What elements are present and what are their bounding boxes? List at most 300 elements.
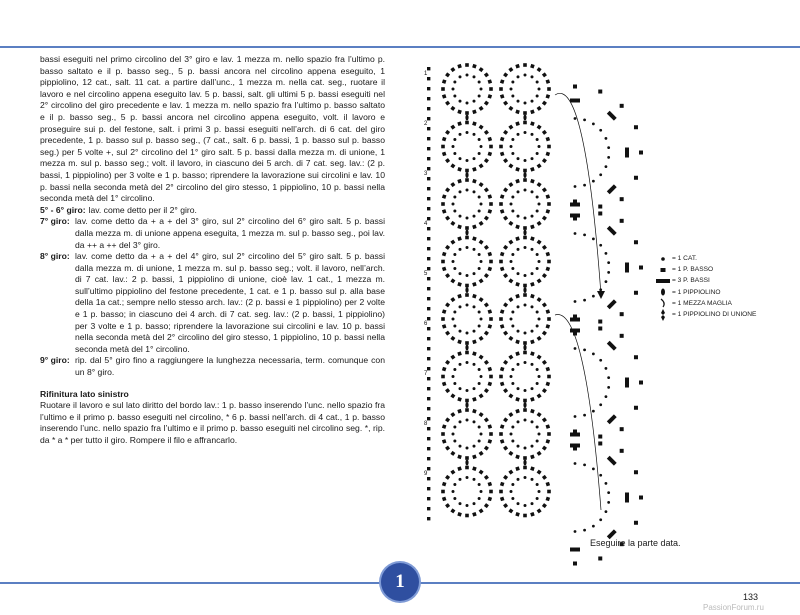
stitch-square: [508, 106, 513, 111]
round-number: 2: [424, 121, 428, 127]
stitch-square: [442, 382, 447, 387]
stitch-square: [457, 294, 462, 299]
stitch-square: [484, 475, 489, 480]
stitch-square: [472, 294, 477, 299]
festoon-block: [607, 226, 617, 236]
stitch-square: [530, 179, 535, 184]
stitch-square: [441, 87, 445, 91]
edge-square: [427, 97, 430, 100]
stitch-square: [450, 451, 455, 456]
picot-mark: [465, 345, 468, 351]
stitch-dot: [524, 102, 527, 105]
stitch-square: [445, 417, 450, 422]
stitch-dot: [511, 426, 514, 429]
edge-square: [427, 217, 430, 220]
festoon-square: [620, 449, 624, 453]
festoon-square: [573, 562, 577, 566]
stitch-square: [515, 466, 520, 471]
stitch-square: [442, 367, 447, 372]
stitch-dot: [517, 190, 520, 193]
stitch-square: [442, 79, 447, 84]
legend-row-join: [656, 309, 756, 320]
stitch-square: [503, 130, 508, 135]
round-label: 5° - 6° giro:: [40, 204, 86, 215]
round-number: 5: [424, 271, 428, 277]
stitch-square: [479, 125, 484, 130]
round-label: 9° giro:: [40, 355, 70, 366]
stitch-square: [542, 130, 547, 135]
festoon-chain: [607, 386, 610, 389]
stitch-square: [465, 408, 469, 412]
stitch-dot: [453, 382, 456, 385]
stitch-dot: [510, 145, 513, 148]
stitch-square: [500, 309, 505, 314]
stitch-square: [445, 101, 450, 106]
festoon-block: [607, 111, 617, 121]
stitch-square: [450, 297, 455, 302]
stitch-dot: [531, 445, 534, 448]
stitch-dot: [480, 433, 483, 436]
stitch-square: [488, 497, 493, 502]
edge-square: [427, 247, 430, 250]
stitch-square: [503, 273, 508, 278]
festoon-square: [634, 470, 638, 474]
stitch-square: [523, 466, 527, 470]
edge-square: [427, 317, 430, 320]
stitch-square: [488, 252, 493, 257]
stitch-square: [489, 145, 493, 149]
stitch-square: [488, 309, 493, 314]
stitch-square: [537, 412, 542, 417]
picot-mark: [465, 115, 468, 121]
stitch-dot: [478, 138, 481, 141]
stitch-square: [542, 360, 547, 365]
round-8: [40, 251, 385, 355]
stitch-square: [500, 94, 505, 99]
stitch-square: [450, 470, 455, 475]
stitch-dot: [511, 440, 514, 443]
stitch-dot: [480, 375, 483, 378]
festoon-block: [607, 341, 617, 351]
stitch-dot: [459, 363, 462, 366]
stitch-dot: [466, 389, 469, 392]
stitch-square: [441, 490, 445, 494]
festoon-chain: [574, 530, 577, 533]
stitch-square: [445, 302, 450, 307]
stitch-square: [488, 482, 493, 487]
stitch-square: [542, 388, 547, 393]
festoon-chain: [599, 359, 602, 362]
stitch-square: [488, 94, 493, 99]
stitch-square: [441, 317, 445, 321]
diagram-caption: Eseguire la parte data.: [590, 538, 681, 548]
stitch-square: [445, 245, 450, 250]
stitch-dot: [524, 131, 527, 134]
stitch-dot: [536, 368, 539, 371]
festoon-block: [570, 99, 580, 103]
stitch-square: [515, 409, 520, 414]
stitch-square: [450, 278, 455, 283]
stitch-square: [457, 340, 462, 345]
stitch-dot: [453, 483, 456, 486]
stitch-dot: [524, 246, 527, 249]
stitch-square: [450, 412, 455, 417]
festoon-square: [598, 205, 602, 209]
stitch-square: [547, 202, 551, 206]
festoon-chain: [599, 474, 602, 477]
stitch-square: [484, 101, 489, 106]
picot-mark: [523, 115, 526, 121]
stitch-dot: [538, 88, 541, 91]
edge-square: [427, 87, 430, 90]
stitch-dot: [466, 274, 469, 277]
stitch-square: [472, 512, 477, 517]
stitch-dot: [531, 133, 534, 136]
stitch-square: [484, 158, 489, 163]
stitch-square: [508, 508, 513, 513]
stitch-dot: [466, 159, 469, 162]
stitch-square: [530, 466, 535, 471]
stitch-dot: [517, 248, 520, 251]
festoon-chain: [583, 184, 586, 187]
stitch-dot: [466, 361, 469, 364]
stitch-dot: [511, 95, 514, 98]
edge-square: [427, 177, 430, 180]
stitch-square: [489, 490, 493, 494]
stitch-dot: [524, 304, 527, 307]
stitch-dot: [510, 203, 513, 206]
stitch-square: [547, 317, 551, 321]
stitch-dot: [478, 382, 481, 385]
stitch-dot: [473, 100, 476, 103]
stitch-dot: [538, 490, 541, 493]
round-number: 1: [424, 71, 428, 77]
stitch-square: [484, 417, 489, 422]
stitch-square: [547, 490, 551, 494]
stitch-square: [499, 375, 503, 379]
stitch-square: [457, 282, 462, 287]
edge-square: [427, 67, 430, 70]
stitch-square: [472, 64, 477, 69]
stitch-square: [515, 512, 520, 517]
stitch-square: [503, 503, 508, 508]
festoon-chain: [583, 299, 586, 302]
festoon-square: [620, 312, 624, 316]
round-label: 8° giro:: [40, 251, 70, 262]
stitch-dot: [531, 100, 534, 103]
stitch-square: [500, 482, 505, 487]
stitch-dot: [453, 81, 456, 84]
stitch-square: [508, 297, 513, 302]
stitch-dot: [466, 304, 469, 307]
round-number: 3: [424, 171, 428, 177]
stitch-square: [489, 375, 493, 379]
festoon-square: [598, 320, 602, 324]
festoon-chain: [607, 261, 610, 264]
round-number: 6: [424, 321, 428, 327]
festoon-chain: [583, 348, 586, 351]
festoon-block: [625, 148, 629, 158]
stitch-square: [537, 355, 542, 360]
stitch-square: [472, 397, 477, 402]
stitch-dot: [473, 248, 476, 251]
stitch-square: [537, 336, 542, 341]
stitch-square: [523, 514, 527, 518]
stitch-square: [500, 209, 505, 214]
stitch-dot: [473, 157, 476, 160]
stitch-square: [530, 225, 535, 230]
stitch-square: [445, 503, 450, 508]
stitch-square: [442, 267, 447, 272]
festoon-square: [634, 355, 638, 359]
edge-square: [427, 187, 430, 190]
stitch-square: [479, 470, 484, 475]
stitch-square: [488, 137, 493, 142]
stitch-dot: [478, 368, 481, 371]
stitch-dot: [524, 361, 527, 364]
stitch-square: [546, 482, 551, 487]
stitch-square: [515, 282, 520, 287]
stitch-dot: [524, 447, 527, 450]
stitch-dot: [511, 368, 514, 371]
stitch-square: [515, 294, 520, 299]
stitch-dot: [466, 419, 469, 422]
stitch-square: [445, 187, 450, 192]
stitch-square: [546, 367, 551, 372]
stitch-square: [484, 388, 489, 393]
stitch-square: [542, 302, 547, 307]
festoon-square: [573, 315, 577, 319]
stitch-square: [530, 351, 535, 356]
header-rule: [0, 46, 800, 48]
stitch-dot: [478, 483, 481, 486]
stitch-square: [479, 278, 484, 283]
intro-paragraph: bassi eseguiti nel primo circolino del 3° giro e lav. 1 mezza m. nello spazio fra l’ultimo p. basso saltato e il p. basso seg., 5 p. bassi ancora nel circolino appena eseguito, 1 pippiolino, 12 cat., salt. 11 cat. a partire dall’unc., 1 mezza m. nella cat. seg., ruotare il lavoro e nel circolino appena eseguito lav. 5 p. bassi, salt. gli ultimi 5 p. bassi eseguiti nel 2° circolino del giro precedente e lav. 1 mezza m. nello spazio fra l’ultimo p. basso saltato e il p. basso seg., 5 p. bassi ancora nel circolino appena eseguito, volt. il lavoro e proseguire sui p. del festone, salt. i primi 3 p. bassi eseguiti nell’arch. di 6 cat. del giro precedente, 1 p. basso sul p. basso seg., (7 cat., salt. 6 p. bassi, 1 p. basso sul p. basso seg.) per 5 volte +, sul 2° circolino del 1° giro salt. 5 p. bassi dalla mezza m. di unione, 1 mezza m. sul p. basso seg.; volt. il lavoro, in ciascuno dei 5 arch. di 7 cat. seg. lav.: (2 p. bassi, 1 pippiolino) per 3 volte e 1 p. basso; riprendere la lavorazione sui circolini e lav. 10 p. bassi nella seconda metà del 2° circolino del giro stesso, 1 pippiolino, 10 p. bassi nella seconda metà del 1° circolino.: [40, 54, 385, 204]
stitch-square: [479, 336, 484, 341]
edge-square: [427, 287, 430, 290]
stitch-dot: [511, 196, 514, 199]
stitch-square: [523, 178, 527, 182]
stitch-dot: [466, 504, 469, 507]
edge-square: [427, 197, 430, 200]
stitch-square: [500, 267, 505, 272]
stitch-dot: [453, 95, 456, 98]
stitch-square: [542, 216, 547, 221]
edge-square: [427, 107, 430, 110]
stitch-square: [479, 163, 484, 168]
stitch-dot: [459, 133, 462, 136]
stitch-square: [523, 293, 527, 297]
stitch-dot: [531, 502, 534, 505]
stitch-square: [547, 260, 551, 264]
stitch-square: [503, 360, 508, 365]
stitch-square: [542, 72, 547, 77]
stitch-square: [503, 101, 508, 106]
stitch-square: [457, 64, 462, 69]
stitch-dot: [517, 305, 520, 308]
stitch-square: [489, 260, 493, 264]
stitch-square: [508, 451, 513, 456]
round-7: [40, 216, 385, 251]
stitch-square: [499, 260, 503, 264]
festoon-block: [607, 299, 617, 309]
stitch-square: [441, 145, 445, 149]
stitch-square: [472, 167, 477, 172]
edge-square: [427, 127, 430, 130]
edge-square: [427, 407, 430, 410]
stitch-square: [488, 152, 493, 157]
stitch-dot: [453, 210, 456, 213]
stitch-dot: [536, 325, 539, 328]
stitch-square: [479, 412, 484, 417]
stitch-dot: [511, 253, 514, 256]
stitch-square: [479, 508, 484, 513]
stitch-dot: [511, 483, 514, 486]
festoon-block: [625, 263, 629, 273]
edge-square: [427, 327, 430, 330]
stitch-dot: [478, 210, 481, 213]
stitch-square: [508, 67, 513, 72]
stitch-dot: [517, 272, 520, 275]
festoon-block: [625, 493, 629, 503]
picot-mark: [465, 287, 468, 293]
stitch-dot: [459, 272, 462, 275]
stitch-square: [537, 182, 542, 187]
stitch-square: [537, 393, 542, 398]
festoon-square: [620, 334, 624, 338]
festoon-square: [634, 406, 638, 410]
festoon-chain: [583, 463, 586, 466]
stitch-dot: [452, 375, 455, 378]
festoon-square: [598, 90, 602, 94]
round-text: rip. dal 5° giro fino a raggiungere la lunghezza necessaria, term. comunque con un 8° giro.: [75, 355, 385, 378]
stitch-square: [445, 446, 450, 451]
stitch-square: [542, 187, 547, 192]
stitch-square: [479, 393, 484, 398]
stitch-square: [530, 282, 535, 287]
festoon-square: [598, 211, 602, 215]
stitch-dot: [538, 145, 541, 148]
stitch-square: [442, 424, 447, 429]
stitch-square: [484, 187, 489, 192]
stitch-square: [537, 278, 542, 283]
stitch-square: [523, 284, 527, 288]
stitch-square: [515, 121, 520, 126]
slip-stitch-icon: [656, 298, 670, 308]
chapter-badge: 1: [381, 563, 419, 601]
stitch-square: [472, 225, 477, 230]
stitch-dot: [453, 426, 456, 429]
stitch-dot: [524, 332, 527, 335]
stitch-square: [442, 309, 447, 314]
stitch-square: [515, 397, 520, 402]
stitch-square: [542, 101, 547, 106]
stitch-square: [457, 236, 462, 241]
festoon-square: [634, 125, 638, 129]
picot-mark: [523, 172, 526, 178]
stitch-dot: [473, 420, 476, 423]
edge-square: [427, 507, 430, 510]
stitch-dot: [524, 217, 527, 220]
festoon-square: [639, 151, 643, 155]
stitch-dot: [473, 272, 476, 275]
stitch-dot: [538, 375, 541, 378]
stitch-square: [457, 121, 462, 126]
stitch-square: [442, 497, 447, 502]
stitch-dot: [510, 318, 513, 321]
stitch-dot: [511, 267, 514, 270]
festoon-chain: [605, 165, 608, 168]
stitch-dot: [531, 75, 534, 78]
festoon-block: [625, 378, 629, 388]
stitch-dot: [453, 325, 456, 328]
stitch-square: [508, 221, 513, 226]
stitch-square: [457, 397, 462, 402]
stitch-dot: [511, 311, 514, 314]
stitch-square: [472, 340, 477, 345]
stitch-dot: [459, 445, 462, 448]
stitch-square: [499, 202, 503, 206]
stitch-dot: [536, 483, 539, 486]
stitch-dot: [524, 476, 527, 479]
stitch-square: [546, 324, 551, 329]
festoon-chain: [592, 467, 595, 470]
stitch-square: [457, 167, 462, 172]
festoon-chain: [607, 501, 610, 504]
stitch-dot: [459, 75, 462, 78]
stitch-square: [450, 355, 455, 360]
stitch-dot: [453, 311, 456, 314]
stitch-dot: [478, 253, 481, 256]
stitch-square: [523, 121, 527, 125]
festoon-square: [634, 521, 638, 525]
stitch-dot: [524, 504, 527, 507]
festoon-square: [620, 197, 624, 201]
stitch-dot: [478, 81, 481, 84]
stitch-dot: [466, 246, 469, 249]
stitch-dot: [511, 152, 514, 155]
edge-square: [427, 477, 430, 480]
stitch-dot: [466, 74, 469, 77]
stitch-square: [442, 194, 447, 199]
stitch-square: [457, 466, 462, 471]
stitch-square: [465, 341, 469, 345]
stitch-dot: [517, 387, 520, 390]
crochet-diagram: [425, 55, 675, 525]
stitch-square: [465, 121, 469, 125]
stitch-dot: [524, 74, 527, 77]
stitch-dot: [511, 138, 514, 141]
stitch-dot: [511, 210, 514, 213]
edge-square: [427, 417, 430, 420]
edge-square: [427, 397, 430, 400]
stitch-square: [500, 79, 505, 84]
stitch-square: [445, 130, 450, 135]
stitch-square: [499, 317, 503, 321]
stitch-square: [457, 179, 462, 184]
stitch-dot: [478, 325, 481, 328]
stitch-square: [441, 202, 445, 206]
stitch-square: [546, 382, 551, 387]
festoon-square: [598, 326, 602, 330]
legend-row-slip: [656, 298, 756, 309]
edge-square: [427, 227, 430, 230]
stitch-dot: [480, 88, 483, 91]
round-5-6: [40, 205, 385, 217]
stitch-square: [479, 67, 484, 72]
joining-picot-icon: [656, 309, 670, 321]
stitch-square: [472, 409, 477, 414]
